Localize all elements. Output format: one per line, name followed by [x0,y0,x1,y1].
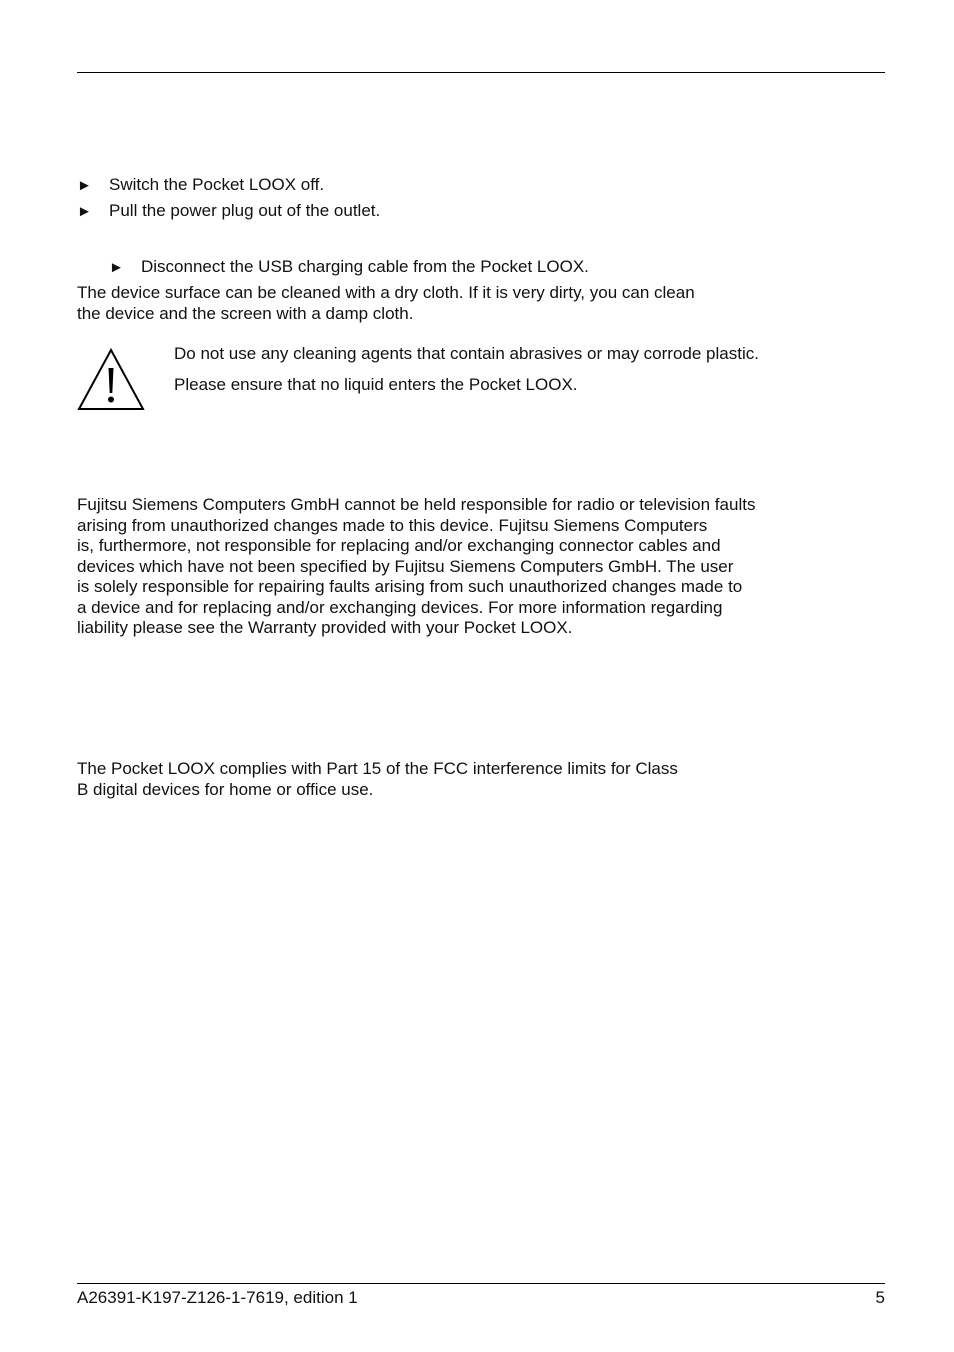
right-pointer-icon: ► [109,259,124,276]
right-pointer-icon: ► [77,203,92,220]
paragraph-line: the device and the screen with a damp cloth. [77,303,414,323]
substep-text: Disconnect the USB charging cable from the Pocket LOOX. [141,257,589,276]
right-pointer-icon: ► [77,177,92,194]
footer-rule [77,1283,885,1284]
paragraph-line: a device and for replacing and/or exchanging devices. For more information regarding [77,597,723,617]
page-number: 5 [875,1288,885,1307]
paragraph-line: arising from unauthorized changes made to this device. Fujitsu Siemens Computers [77,515,708,535]
fcc-paragraph [77,759,678,800]
paragraph-line: B digital devices for home or office use. [77,779,374,799]
paragraph-line: is solely responsible for repairing faults arising from such unauthorized changes made to [77,577,743,596]
step-text: Switch the Pocket LOOX off. [109,175,325,194]
substep-item [109,257,589,278]
paragraph-line: The device surface can be cleaned with a dry cloth. If it is very dirty, you can clean [77,283,695,302]
step-item [77,201,380,222]
step-text: Pull the power plug out of the outlet. [109,201,381,220]
document-id: A26391-K197-Z126-1-7619, edition 1 [77,1288,358,1307]
header-rule [77,72,885,73]
cleaning-paragraph [77,283,695,324]
warning-triangle-icon [77,348,145,411]
warning-text: Do not use any cleaning agents that contain abrasives or may corrode plastic. [174,344,759,363]
step-item [77,175,324,196]
paragraph-line: Fujitsu Siemens Computers GmbH cannot be held responsible for radio or television faults [77,495,756,514]
paragraph-line: liability please see the Warranty provided with your Pocket LOOX. [77,618,573,637]
paragraph-line: The Pocket LOOX complies with Part 15 of the FCC interference limits for Class [77,759,678,778]
liability-paragraph [77,495,755,639]
paragraph-line: is, furthermore, not responsible for replacing and/or exchanging connector cables and [77,536,721,555]
paragraph-line: devices which have not been specified by Fujitsu Siemens Computers GmbH. The user [77,556,734,576]
warning-text: Please ensure that no liquid enters the Pocket LOOX. [174,375,578,394]
